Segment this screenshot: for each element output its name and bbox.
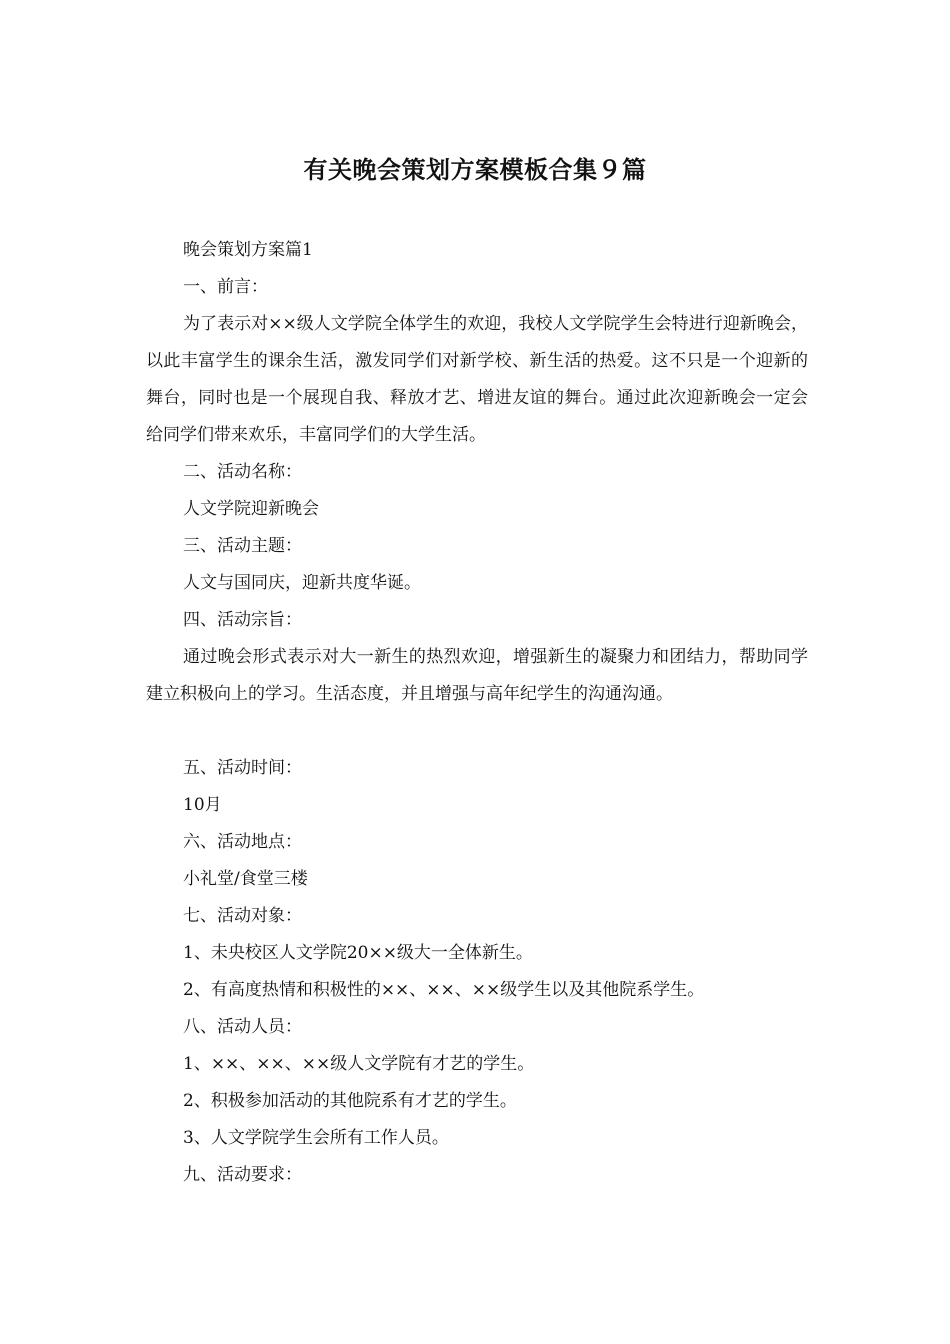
body-line: 10月 [183,795,222,815]
body-paragraph: 为了表示对××级人文学院全体学生的欢迎，我校人文学院学生会特进行迎新晚会，以此丰富学生的课余生活，激发同学们对新学校、新生活的热爱。这不只是一个迎新的舞台，同时也是一个展现自我、释放才艺、增进友谊的舞台。通过此次迎新晚会一定会给同学们带来欢乐，丰富同学们的大学生活。 [146,314,808,445]
body-line: 小礼堂/食堂三楼 [183,869,308,889]
list-item: 1、未央校区人文学院20××级大一全体新生。 [183,943,533,963]
section-heading: 一、前言： [183,277,268,297]
section-heading: 五、活动时间： [183,758,302,778]
list-item: 3、人文学院学生会所有工作人员。 [183,1128,449,1148]
document-body [146,232,808,1194]
document-title: 有关晚会策划方案模板合集９篇 [303,156,647,184]
section-heading: 八、活动人员： [183,1017,302,1037]
list-item: 2、有高度热情和积极性的××、××、××级学生以及其他院系学生。 [183,980,705,1000]
body-line: 人文学院迎新晚会 [183,499,319,519]
section-heading: 四、活动宗旨： [183,610,302,630]
list-item: 1、××、××、××级人文学院有才艺的学生。 [183,1054,535,1074]
section-heading: 三、活动主题： [183,536,302,556]
section-heading: 六、活动地点： [183,832,302,852]
body-paragraph: 通过晚会形式表示对大一新生的热烈欢迎，增强新生的凝聚力和团结力，帮助同学建立积极向上的学习。生活态度，并且增强与高年纪学生的沟通沟通。 [146,647,808,704]
section-heading: 九、活动要求： [183,1165,302,1185]
body-line: 人文与国同庆，迎新共度华诞。 [183,573,421,593]
section-heading: 七、活动对象： [183,906,302,926]
section-heading: 晚会策划方案篇1 [183,240,313,260]
section-heading: 二、活动名称： [183,462,302,482]
paragraph-spacer [146,713,808,750]
list-item: 2、积极参加活动的其他院系有才艺的学生。 [183,1091,517,1111]
